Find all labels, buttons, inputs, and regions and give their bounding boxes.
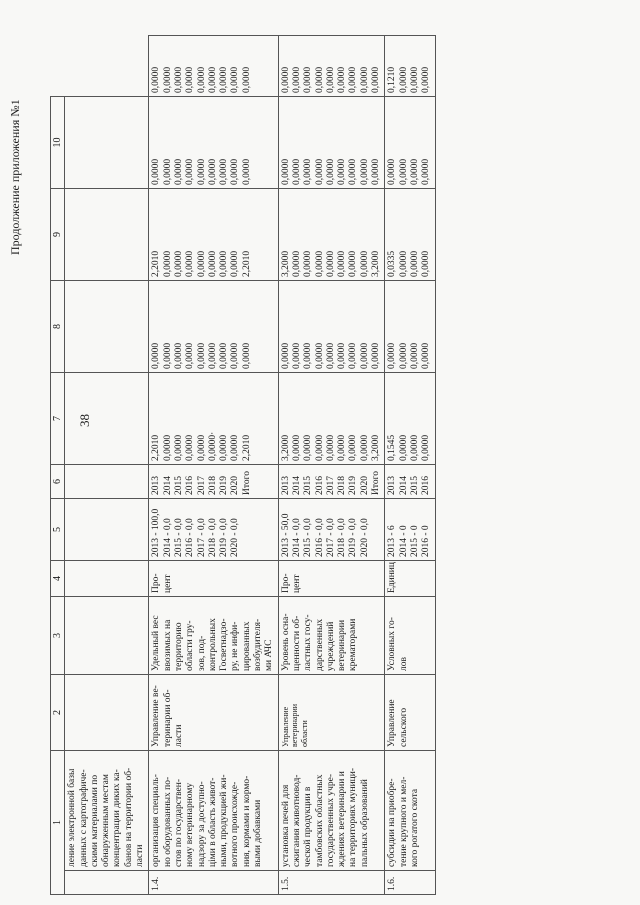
cell-line: Управление (280, 706, 290, 747)
empty-cell (65, 281, 149, 373)
cell-line: стов по государствен- (173, 778, 184, 867)
cell-line: 2016 - 0 (421, 525, 432, 557)
cell-line: 0,0000 (409, 434, 420, 461)
cell-line: крематорами (348, 618, 359, 671)
cell-line: 0,0000 (219, 158, 230, 185)
cell-line: 2013 - 6 (387, 525, 398, 557)
cell-line: ния, кормами и кормо- (241, 775, 252, 867)
cell-line: 0,0000 (185, 158, 196, 185)
cell-line: лов (398, 657, 409, 671)
cell-line: 0,0000 (409, 66, 420, 93)
cell-line: ласти (135, 844, 146, 867)
cell-line: дарственных (314, 618, 325, 671)
cell-line: 0,0000 (291, 434, 302, 461)
header-cell: 7 (51, 373, 65, 465)
cell-line: 0,0000 (151, 342, 162, 369)
cell-line: 3,2000 (371, 250, 382, 277)
cell-line: 0,0000 (207, 158, 218, 185)
cell-line: ждениях ветеринарии и (337, 771, 348, 867)
cell-line: 0,0000 (387, 158, 398, 185)
cell-line: 2014 (398, 476, 409, 495)
cell-line: 2015 - 0,0 (303, 518, 314, 557)
cell-line: 2020 - 0,0 (230, 518, 241, 557)
cell-line: 0,0000 (173, 250, 184, 277)
cell-line: ми АЧС (264, 639, 275, 671)
cell-line: 0,0000 (337, 342, 348, 369)
cell-line: 2,2010 (241, 434, 252, 461)
col8-cell (385, 189, 435, 281)
cell-line: банов на территории об- (123, 767, 134, 867)
cell-line: 0,0000· (207, 431, 218, 461)
header-cell: 4 (51, 561, 65, 597)
cell-line: 0,0000 (371, 342, 382, 369)
cell-line: Про- (280, 573, 291, 593)
cell-line: 0,0000 (398, 158, 409, 185)
header-cell: 8 (51, 281, 65, 373)
cell-line: 2020 - 0,0 (359, 518, 370, 557)
cell-line: 0,0335 (387, 250, 398, 277)
responsible-cell (149, 675, 278, 751)
cell-line: 2015 (173, 476, 184, 495)
cell-line: 0,0000 (359, 250, 370, 277)
cell-line: Единиц (387, 562, 398, 593)
cell-line: 2016 (421, 476, 432, 495)
header-cell: 2 (51, 675, 65, 751)
col9-cell (149, 97, 278, 189)
cell-line: 2019 - 0,0 (348, 518, 359, 557)
cell-line: установка печей для (280, 784, 291, 867)
cell-line: на территориях муници- (348, 768, 359, 867)
cell-line: 0,0000 (337, 158, 348, 185)
cell-line: 2017 (325, 476, 336, 495)
unit-cell (385, 561, 435, 597)
cell-line: 0,0000 (314, 434, 325, 461)
cell-line: щенности об- (291, 615, 302, 671)
row-number (149, 871, 278, 895)
cell-line: Удельный вес (151, 615, 162, 671)
cell-line: теринарии об- (162, 689, 173, 747)
cell-line: 0,0000 (219, 434, 230, 461)
col7-cell (385, 281, 435, 373)
cell-line: пальных образований (359, 779, 370, 867)
cell-line: ласти (173, 724, 184, 747)
col9-cell (278, 97, 385, 189)
cell-line: концентрации диких ка- (112, 769, 123, 867)
cell-line: 2019 - 0,0 (219, 518, 230, 557)
cell-line: цированных (241, 621, 252, 671)
cell-line: 2015 - 0,0 (173, 518, 184, 557)
cell-line: 0,0000 (196, 66, 207, 93)
cell-line: 0,0000 (303, 158, 314, 185)
cell-line: 0,0000 (371, 66, 382, 93)
cell-line: 0,0000 (185, 250, 196, 277)
header-row (51, 36, 65, 895)
cell-line: 2,2010 (241, 250, 252, 277)
cell-line: государственных учре- (325, 773, 336, 867)
empty-cell (65, 465, 149, 499)
cell-line: 0,0000 (162, 158, 173, 185)
cell-line: 0,0000 (173, 434, 184, 461)
header-cell: 3 (51, 597, 65, 675)
table-row (149, 36, 278, 895)
table-row (385, 36, 435, 895)
cell-line: ластных госу- (303, 614, 314, 671)
cell-line: Итого (241, 470, 252, 495)
cell-line: скими материалами по (89, 774, 100, 867)
cell-line: 0,0000 (196, 434, 207, 461)
cell-line: 0,0000 (162, 434, 173, 461)
cell-line: надзору за доступно- (196, 781, 207, 867)
cell-line: 0,0000 (314, 66, 325, 93)
cell-line: 0,0000 (207, 250, 218, 277)
cell-line: 0,0000 (387, 342, 398, 369)
target-values-cell (278, 499, 385, 561)
cell-line: 1.4. (151, 876, 162, 891)
cell-line: учреждений (325, 621, 336, 671)
cell-line: 0,0000 (325, 158, 336, 185)
cell-line: ветеринарии (290, 703, 300, 747)
cell-line: 0,0000 (162, 342, 173, 369)
cell-line: 0,0000 (409, 342, 420, 369)
cell-line: 0,0000 (280, 158, 291, 185)
cell-line: 0,0000 (398, 250, 409, 277)
cell-line: 0,0000 (359, 434, 370, 461)
cell-line: 0,0000 (196, 250, 207, 277)
cell-line: организация специаль- (151, 774, 162, 867)
cell-line: 2015 (303, 476, 314, 495)
continuation-label: Продолжение приложения №1 (8, 99, 22, 255)
empty-cell (65, 373, 149, 465)
cell-line: 0,0000 (291, 342, 302, 369)
cell-line: 0,0000 (207, 66, 218, 93)
cell-line: 0,0000 (337, 66, 348, 93)
col6-cell (278, 373, 385, 465)
col7-cell (149, 281, 278, 373)
cell-line: 0,0000 (207, 342, 218, 369)
cell-line: 0,0000 (325, 250, 336, 277)
cell-line: 2014 - 0 (398, 525, 409, 557)
cell-line: Условных го- (387, 617, 398, 671)
cell-line: ру, не инфи- (230, 621, 241, 671)
cell-line: Итого (371, 470, 382, 495)
indicator-cell (149, 597, 278, 675)
col7-cell (278, 281, 385, 373)
empty-cell (65, 499, 149, 561)
cell-line: 0,0000 (151, 66, 162, 93)
years-cell (385, 465, 435, 499)
target-values-cell (385, 499, 435, 561)
cell-line: 2015 - 0 (409, 525, 420, 557)
cell-line: 0,0000 (230, 250, 241, 277)
cell-line: 0,0000 (337, 250, 348, 277)
cell-line: сельского (398, 707, 409, 747)
years-cell (278, 465, 385, 499)
fragment-row (65, 36, 149, 895)
cell-line: 1.5. (280, 876, 291, 891)
row-number (278, 871, 385, 895)
cell-line: 2016 (185, 476, 196, 495)
cell-line: области (299, 720, 309, 747)
cell-line: 0,0000 (348, 342, 359, 369)
cell-line: 0,0000 (303, 434, 314, 461)
cell-line: контрольных (207, 618, 218, 671)
cell-line: кого рогатого скота (409, 788, 420, 867)
indicator-cell (385, 597, 435, 675)
empty-cell (65, 597, 149, 675)
cell-line: 0,0000 (241, 158, 252, 185)
cell-line: 0,0000 (348, 66, 359, 93)
cell-line: Госветнадзо- (219, 618, 230, 671)
cell-line: 2016 - 0,0 (185, 518, 196, 557)
description-cell (65, 751, 149, 871)
cell-line: 2,2010 (151, 434, 162, 461)
cell-line: Управление (387, 699, 398, 747)
cell-line: но оборудованных по- (162, 776, 173, 867)
cell-line: ціми в область живот- (207, 777, 218, 867)
cell-line: субсидии на приобре- (387, 778, 398, 867)
description-cell (278, 751, 385, 871)
header-cell: 5 (51, 499, 65, 561)
col8-cell (149, 189, 278, 281)
cell-line: 0,0000 (291, 158, 302, 185)
cell-line: территорию (173, 622, 184, 671)
empty-cell (65, 97, 149, 189)
cell-line: 0,1210 (387, 66, 398, 93)
cell-line: 0,0000 (173, 158, 184, 185)
cell-line: 0,0000 (421, 250, 432, 277)
cell-line: 2013 (280, 476, 291, 495)
cell-line: 0,0000 (325, 66, 336, 93)
cell-line: Уровень осна- (280, 613, 291, 671)
cell-line: 0,0000 (314, 158, 325, 185)
cell-line: 0,0000 (151, 158, 162, 185)
cell-line: 0,0000 (185, 66, 196, 93)
cell-line: Про- (151, 573, 162, 593)
cell-line: 2017 (196, 476, 207, 495)
cell-line: 0,0000 (185, 342, 196, 369)
cell-line: 0,0000 (421, 342, 432, 369)
cell-line: сжигания животновод- (291, 774, 302, 867)
cell-line: 3,2000 (371, 434, 382, 461)
cell-line: 2020 (230, 476, 241, 495)
cell-line: 0,0000 (162, 250, 173, 277)
cell-line: ными, продукцией жи- (219, 774, 230, 867)
cell-line: Управление ве- (151, 685, 162, 747)
cell-line: 2017 - 0,0 (196, 518, 207, 557)
row-number (65, 871, 149, 895)
cell-line: 2020 (359, 476, 370, 495)
cell-line: ветеринарии (337, 619, 348, 671)
cell-line: 2014 - 0,0 (162, 518, 173, 557)
cell-line: 3,2000 (280, 250, 291, 277)
indicator-cell (278, 597, 385, 675)
cell-line: 0,0000 (348, 158, 359, 185)
cell-line: 0,0000 (337, 434, 348, 461)
cell-line: 0,0000 (409, 250, 420, 277)
empty-cell (65, 675, 149, 751)
cell-line: 0,0000 (359, 158, 370, 185)
col8-cell (278, 189, 385, 281)
responsible-cell (385, 675, 435, 751)
cell-line: ление электронной базы (67, 768, 78, 867)
cell-line: 0,0000 (230, 66, 241, 93)
cell-line: 0,0000 (303, 250, 314, 277)
cell-line: 1.6. (387, 876, 398, 891)
cell-line: 0,0000 (314, 250, 325, 277)
col6-cell (385, 373, 435, 465)
program-table (50, 35, 436, 895)
cell-line: ческой продукции в (303, 786, 314, 867)
cell-line: 0,0000 (398, 342, 409, 369)
cell-line: 0,0000 (348, 250, 359, 277)
cell-line: 0,0000 (421, 434, 432, 461)
cell-line: 0,0000 (314, 342, 325, 369)
empty-cell (65, 561, 149, 597)
col10-cell (385, 36, 435, 97)
cell-line: 0,0000 (162, 66, 173, 93)
cell-line: возбудителя- (253, 618, 264, 671)
cell-line: области гру- (185, 620, 196, 671)
cell-line: 0,0000 (241, 66, 252, 93)
cell-line: 0,0000 (196, 158, 207, 185)
description-cell (149, 751, 278, 871)
cell-line: 0,0000 (421, 158, 432, 185)
header-cell: 9 (51, 189, 65, 281)
row-number (385, 871, 435, 895)
cell-line: 0,0000 (241, 342, 252, 369)
cell-line: 0,0000 (421, 66, 432, 93)
cell-line: 2018 - 0,0 (337, 518, 348, 557)
col10-cell (149, 36, 278, 97)
cell-line: 0,0000 (219, 66, 230, 93)
cell-line: 2018 (337, 476, 348, 495)
cell-line: выми добавками (253, 799, 264, 867)
cell-line: ввозимых на (162, 619, 173, 671)
cell-line: 0,0000 (303, 342, 314, 369)
unit-cell (149, 561, 278, 597)
cell-line: 2016 (314, 476, 325, 495)
cell-line: 0,0000 (230, 434, 241, 461)
cell-line: 0,0000 (196, 342, 207, 369)
col9-cell (385, 97, 435, 189)
cell-line: 2013 - 50,0 (280, 513, 291, 557)
description-cell (385, 751, 435, 871)
cell-line: 2014 - 0,0 (291, 518, 302, 557)
cell-line: 2018 (207, 476, 218, 495)
cell-line: 0,0000 (398, 434, 409, 461)
cell-line: 2019 (219, 476, 230, 495)
cell-line: 2013 (387, 476, 398, 495)
cell-line: 0,0000 (303, 66, 314, 93)
cell-line: 0,1545 (387, 434, 398, 461)
table-row (278, 36, 385, 895)
cell-line: 0,0000 (325, 342, 336, 369)
target-values-cell (149, 499, 278, 561)
col6-cell (149, 373, 278, 465)
cell-line: цент (162, 574, 173, 593)
cell-line: 0,0000 (359, 342, 370, 369)
cell-line: 0,0000 (398, 66, 409, 93)
cell-line: 0,0000 (219, 250, 230, 277)
cell-line: 0,0000 (280, 66, 291, 93)
cell-line: 2017 - 0,0 (325, 518, 336, 557)
cell-line: данных с картографиче- (78, 769, 89, 867)
page-number: 38 (77, 414, 92, 427)
cell-line: 0,0000 (359, 66, 370, 93)
cell-line: 0,0000 (409, 158, 420, 185)
cell-line: вотного происхожде- (230, 781, 241, 867)
cell-line: 0,0000 (371, 158, 382, 185)
cell-line: 0,0000 (173, 66, 184, 93)
empty-cell (65, 189, 149, 281)
cell-line: 2018 - 0,0 (207, 518, 218, 557)
col10-cell (278, 36, 385, 97)
cell-line: зов, под- (196, 635, 207, 671)
cell-line: 2019 (348, 476, 359, 495)
cell-line: тамбовских областных (314, 774, 325, 867)
cell-line: 0,0000 (348, 434, 359, 461)
cell-line: 0,0000 (219, 342, 230, 369)
cell-line: 2014 (291, 476, 302, 495)
header-cell: 1 (51, 751, 65, 895)
cell-line: 0,0000 (185, 434, 196, 461)
cell-line: 2014 (162, 476, 173, 495)
cell-line: 2015 (409, 476, 420, 495)
cell-line: обнаруженным местам (101, 774, 112, 867)
cell-line: 0,0000 (230, 158, 241, 185)
cell-line: тение крупного и мел- (398, 776, 409, 867)
cell-line: 2013 - 100,0 (151, 508, 162, 557)
cell-line: ному ветеринарному (185, 782, 196, 867)
unit-cell (278, 561, 385, 597)
header-cell: 6 (51, 465, 65, 499)
cell-line: 0,0000 (280, 342, 291, 369)
years-cell (149, 465, 278, 499)
header-cell: 10 (51, 97, 65, 189)
cell-line: 0,0000 (291, 66, 302, 93)
cell-line: 0,0000 (325, 434, 336, 461)
cell-line: 0,0000 (230, 342, 241, 369)
cell-line: 0,0000 (173, 342, 184, 369)
cell-line: 2016 - 0,0 (314, 518, 325, 557)
cell-line: 2013 (151, 476, 162, 495)
cell-line: 3,2000 (280, 434, 291, 461)
cell-line: цент (291, 574, 302, 593)
cell-line: 0,0000 (291, 250, 302, 277)
cell-line: 2,2010 (151, 250, 162, 277)
responsible-cell (278, 675, 385, 751)
